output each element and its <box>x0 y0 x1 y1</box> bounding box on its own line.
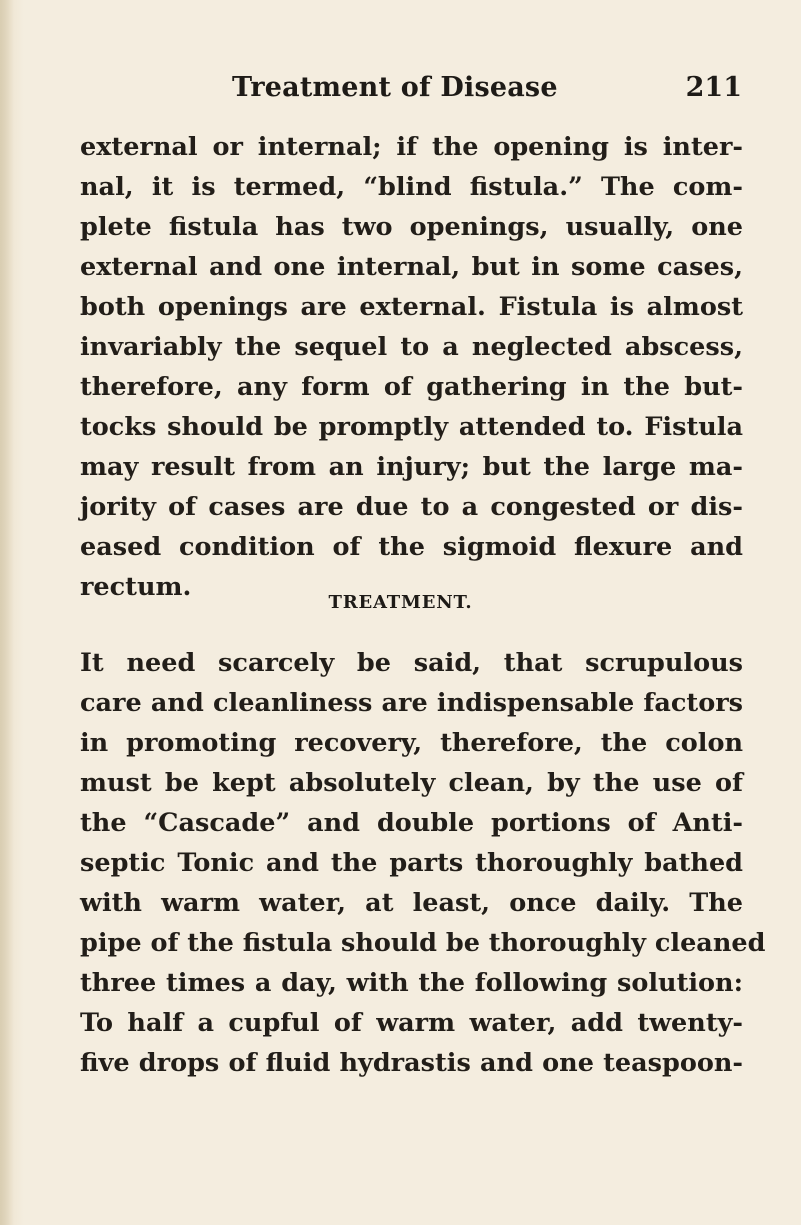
paragraph-1-line: tocks should be promptly attended to. Fistula <box>80 412 743 442</box>
paragraph-2-line: three times a day, with the following solution: <box>80 968 743 998</box>
paragraph-2-line: must be kept absolutely clean, by the use of <box>80 768 743 798</box>
paragraph-2-line: care and cleanliness are indispensable factors <box>80 688 743 718</box>
paragraph-2-line: To half a cupful of warm water, add twenty- <box>80 1008 743 1038</box>
paragraph-1-line: nal, it is termed, “blind fistula.” The com- <box>80 172 743 202</box>
paragraph-1-line: external or internal; if the opening is inter- <box>80 132 743 162</box>
paragraph-2-line: in promoting recovery, therefore, the colon <box>80 728 743 758</box>
paragraph-1-line: therefore, any form of gathering in the but- <box>80 372 743 402</box>
paragraph-2-line: pipe of the fistula should be thoroughly cleaned <box>80 928 766 958</box>
paragraph-1-line: external and one internal, but in some cases, <box>80 252 743 282</box>
paragraph-1-line: may result from an injury; but the large ma- <box>80 452 743 482</box>
paragraph-1-line: both openings are external. Fistula is almost <box>80 292 743 322</box>
paragraph-2-line: It need scarcely be said, that scrupulous <box>80 648 743 678</box>
section-heading: TREATMENT. <box>328 592 473 613</box>
paragraph-2-line: with warm water, at least, once daily. The <box>80 888 743 918</box>
paragraph-1-line: rectum. <box>80 572 192 602</box>
paragraph-2-line: the “Cascade” and double portions of Anti- <box>80 808 743 838</box>
running-head <box>232 72 742 112</box>
paragraph-1-line: invariably the sequel to a neglected abscess, <box>80 332 743 362</box>
paragraph-2-line: five drops of fluid hydrastis and one teaspoon- <box>80 1048 743 1078</box>
paragraph-1-line: plete fistula has two openings, usually, one <box>80 212 743 242</box>
paragraph-2-line: septic Tonic and the parts thoroughly bathed <box>80 848 743 878</box>
paragraph-1-line: eased condition of the sigmoid flexure and <box>80 532 743 562</box>
running-title: Treatment of Disease <box>232 72 558 103</box>
page-number: 211 <box>685 72 742 103</box>
paragraph-1-line: jority of cases are due to a congested or dis- <box>80 492 743 522</box>
